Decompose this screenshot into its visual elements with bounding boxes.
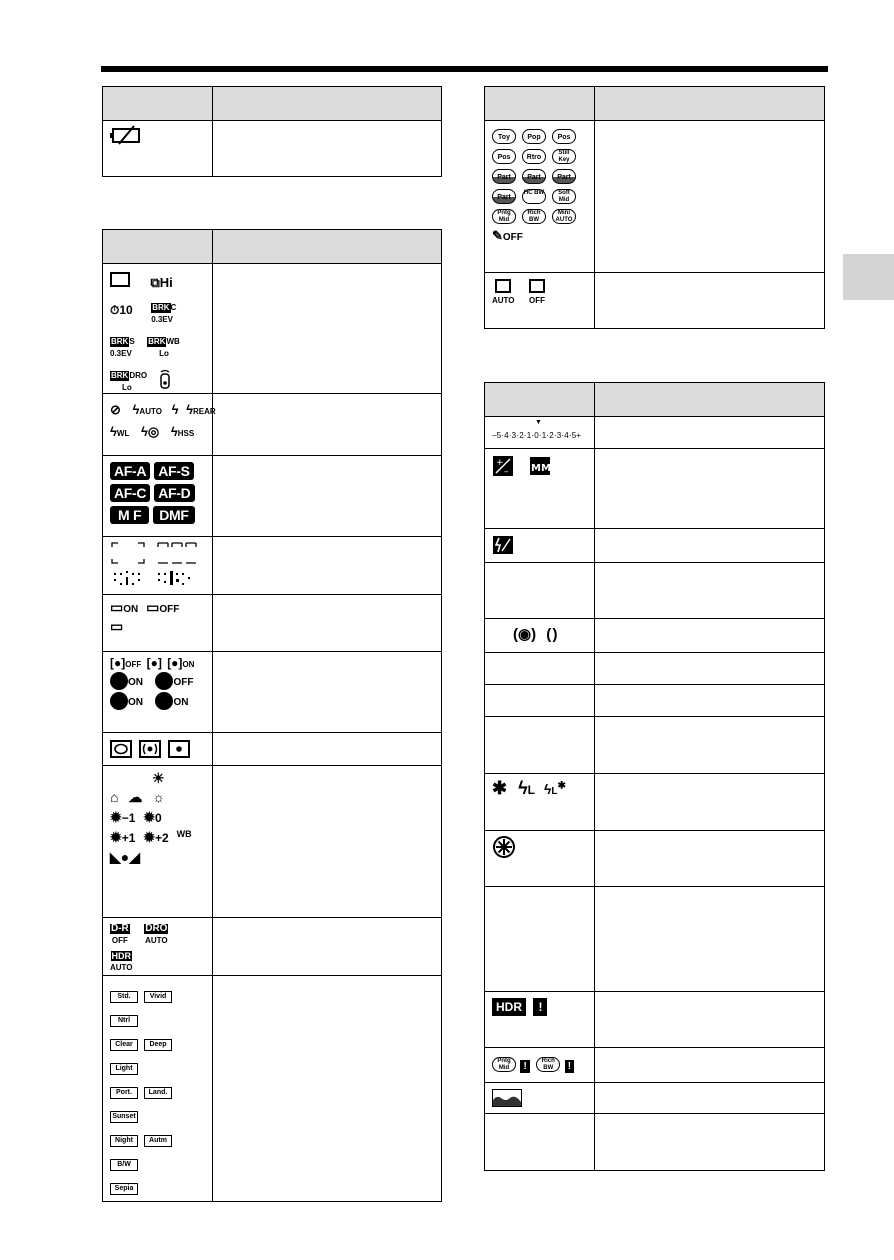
face-detection-on-icon: [●]ON bbox=[167, 656, 195, 670]
auto-dro-off-icon: ▭OFF bbox=[146, 599, 180, 615]
histogram-cell bbox=[485, 1083, 595, 1114]
picture-effect-icon: Rich BW bbox=[522, 209, 546, 224]
bracket-single-icon: BRKS 0.3EV bbox=[110, 337, 135, 358]
hdr-auto-icon: HDR AUTO bbox=[110, 951, 133, 972]
creative-style-icon: B/W bbox=[110, 1159, 138, 1171]
continuous-hi-icon: ⧉Hi bbox=[150, 275, 173, 290]
picture-effect-icon: Still Key bbox=[552, 149, 576, 164]
picture-effect-icons bbox=[492, 129, 594, 224]
smile-on-icon bbox=[110, 672, 128, 690]
smile-on-slight-icon bbox=[110, 692, 128, 710]
svg-text:–: – bbox=[504, 467, 509, 477]
face-registration-icon: [●] bbox=[146, 656, 162, 670]
header-indication bbox=[595, 383, 825, 417]
focus-mode-cell bbox=[103, 456, 213, 537]
header-indication bbox=[213, 87, 442, 121]
ev-scale-cell bbox=[485, 417, 595, 449]
flash-comp-cell bbox=[485, 529, 595, 563]
fluorescent-daylight-icon: ✹+2 bbox=[143, 829, 169, 845]
bracket-wb-icon: BRKWB Lo bbox=[148, 337, 180, 358]
af-s-icon: AF-S bbox=[154, 462, 193, 480]
creative-style-icon: Std. bbox=[110, 991, 138, 1003]
battery-warning-cell bbox=[103, 121, 213, 177]
flash-charging-icon bbox=[492, 835, 516, 859]
exposure-comp-cell bbox=[485, 449, 595, 529]
picture-effect-icon: Pop bbox=[522, 129, 546, 144]
shooting-settings-table bbox=[102, 229, 442, 1202]
shade-icon: ⌂ bbox=[110, 789, 119, 805]
header-display bbox=[485, 87, 595, 121]
picture-effect-off-icon: ✎OFF bbox=[492, 228, 523, 243]
indicator-table bbox=[484, 382, 825, 1171]
steadyshot-cell bbox=[485, 619, 595, 653]
picture-effect-icon: Pos bbox=[492, 149, 516, 164]
effect-warning-cell bbox=[485, 1048, 595, 1083]
creative-style-icon: Deep bbox=[144, 1039, 172, 1051]
flash-low-lock-icon: ϟL✱ bbox=[544, 780, 566, 797]
auto-portrait-framing-off-icon: OFF bbox=[529, 279, 545, 306]
smile-off-icon bbox=[155, 672, 173, 690]
remote-commander-icon bbox=[158, 369, 172, 389]
metering-icons bbox=[110, 740, 200, 758]
picture-effect-icon: Part bbox=[492, 169, 516, 184]
flash-compensation-icon bbox=[492, 535, 514, 555]
fluorescent-day-white-icon: ✹+1 bbox=[110, 829, 136, 845]
blank-cell bbox=[485, 887, 595, 992]
painting-hdr-icon: Pntg Mid bbox=[492, 1057, 516, 1072]
warning-mark-icon: ! bbox=[565, 1060, 574, 1073]
picture-effect-cell bbox=[485, 121, 595, 273]
blank-cell bbox=[485, 563, 595, 619]
tungsten-icon: ☼ bbox=[152, 789, 166, 805]
creative-style-icon: Light bbox=[110, 1063, 138, 1075]
af-area-icons bbox=[110, 541, 205, 589]
svg-text:MM: MM bbox=[531, 463, 551, 474]
header-indication bbox=[595, 87, 825, 121]
fill-flash-icon: ϟ bbox=[171, 402, 179, 417]
exposure-comp-icons bbox=[492, 455, 552, 477]
flash-charge-cell bbox=[485, 831, 595, 887]
auto-object-framing-icon: ▭ bbox=[110, 618, 124, 634]
mf-icon: M F bbox=[110, 506, 149, 524]
dro-auto-icon: DRO AUTO bbox=[145, 923, 168, 945]
header-display bbox=[103, 87, 213, 121]
metering-mode-cell bbox=[103, 733, 213, 766]
ae-lock-cell bbox=[485, 774, 595, 831]
creative-style-icon: Night bbox=[110, 1135, 138, 1147]
picture-effect-icon: Rtro bbox=[522, 149, 546, 164]
blank-cell bbox=[485, 653, 595, 685]
battery-table bbox=[102, 86, 442, 177]
creative-style-icon: Port. bbox=[110, 1087, 138, 1099]
rich-tone-mono-icon: Rich BW bbox=[536, 1057, 560, 1072]
creative-style-icon: Clear bbox=[110, 1039, 138, 1051]
header-indication bbox=[213, 230, 442, 264]
ae-lock-icon: ✱ bbox=[492, 778, 508, 798]
dmf-icon: DMF bbox=[153, 506, 194, 524]
dro-hdr-cell bbox=[103, 918, 213, 976]
picture-effect-icon: Mini AUTO bbox=[552, 209, 576, 224]
white-balance-cell bbox=[103, 766, 213, 918]
histogram-icon bbox=[492, 1089, 522, 1107]
picture-effect-icon: Soft Mid bbox=[552, 189, 576, 204]
hdr-warning-icon: HDR bbox=[492, 998, 526, 1016]
hdr-warning-cell bbox=[485, 992, 595, 1048]
bracket-dro-icon: BRKDRO Lo bbox=[111, 371, 148, 392]
picture-effect-icon: Part bbox=[492, 189, 516, 204]
af-a-icon: AF-A bbox=[110, 462, 150, 480]
picture-effect-icon: Part bbox=[552, 169, 576, 184]
section-tab bbox=[843, 254, 894, 300]
red-eye-flash-icon: ϟ◎ bbox=[140, 424, 160, 439]
wireless-flash-icon: ϟWL bbox=[110, 424, 130, 439]
fluorescent-warm-icon: ✹−1 bbox=[110, 809, 136, 825]
creative-style-icon: Vivid bbox=[144, 991, 172, 1003]
single-shooting-icon bbox=[110, 272, 130, 287]
picture-effect-table bbox=[484, 86, 825, 329]
custom-wb-icon: ◣●◢ bbox=[110, 849, 140, 865]
face-detection-off-icon: [●]OFF bbox=[110, 656, 142, 670]
blank-cell bbox=[485, 685, 595, 717]
flash-wb-icon: WB bbox=[176, 829, 192, 839]
af-d-icon: AF-D bbox=[154, 484, 194, 502]
bracket-continuous-icon: BRKC 0.3EV bbox=[151, 303, 177, 324]
top-rule bbox=[101, 66, 828, 72]
ev-pointer-icon: ▼ bbox=[535, 419, 542, 426]
creative-style-cell bbox=[103, 976, 213, 1202]
picture-effect-icon: Toy bbox=[492, 129, 516, 144]
af-c-icon: AF-C bbox=[110, 484, 150, 502]
steadyshot-off-icon: ( ) bbox=[546, 626, 558, 643]
smile-on-big-icon bbox=[155, 692, 173, 710]
creative-style-icon: Sepia bbox=[110, 1183, 138, 1195]
cloudy-icon: ☁ bbox=[128, 789, 143, 805]
creative-style-icon: Sunset bbox=[110, 1111, 138, 1123]
picture-effect-icon: Pos bbox=[552, 129, 576, 144]
daylight-icon: ☀ bbox=[152, 770, 165, 786]
warning-mark-icon: ! bbox=[533, 998, 547, 1016]
picture-effect-icon: Part bbox=[522, 169, 546, 184]
self-timer-10-icon: ⏱10 bbox=[110, 303, 133, 317]
auto-portrait-framing-auto-icon: AUTO bbox=[492, 279, 515, 306]
header-display bbox=[103, 230, 213, 264]
creative-style-icon: Land. bbox=[144, 1087, 172, 1099]
creative-style-icon: Ntrl bbox=[110, 1015, 138, 1027]
auto-portrait-framing-cell bbox=[485, 273, 595, 329]
battery-warning-icon bbox=[110, 125, 144, 145]
blank-cell bbox=[485, 1114, 595, 1171]
fluorescent-cool-icon: ✹0 bbox=[143, 809, 162, 825]
ev-scale-icon: –5·4·3·2·1·0·1·2·3·4·5+ bbox=[492, 431, 582, 440]
picture-effect-icon: Pntg Mid bbox=[492, 209, 516, 224]
flash-low-icon: ϟL bbox=[518, 778, 535, 798]
creative-style-icon: Autm bbox=[144, 1135, 172, 1147]
svg-text:+: + bbox=[496, 458, 504, 468]
smile-shutter-cell bbox=[103, 595, 213, 652]
flash-auto-icon: ϟAUTO bbox=[132, 402, 162, 417]
auto-dro-on-icon: ▭ON bbox=[110, 599, 139, 615]
af-area-cell bbox=[103, 537, 213, 595]
drive-mode-cell bbox=[103, 264, 213, 394]
picture-effect-icon: HC BW bbox=[522, 189, 546, 204]
face-detection-cell: [●]OFF [●] [●]ON ON OFF ON ON bbox=[103, 652, 213, 733]
header-display bbox=[485, 383, 595, 417]
blank-cell bbox=[485, 717, 595, 774]
hss-flash-icon: ϟHSS bbox=[170, 424, 195, 439]
dr-off-icon: D-R OFF bbox=[111, 923, 129, 945]
steadyshot-on-icon: (◉) bbox=[513, 626, 537, 643]
rear-sync-icon: ϟREAR bbox=[186, 402, 216, 417]
flash-off-icon: ⊘ bbox=[110, 402, 121, 417]
creative-style-icons bbox=[110, 985, 210, 1201]
warning-mark-icon: ! bbox=[520, 1060, 529, 1073]
flash-mode-cell bbox=[103, 394, 216, 456]
